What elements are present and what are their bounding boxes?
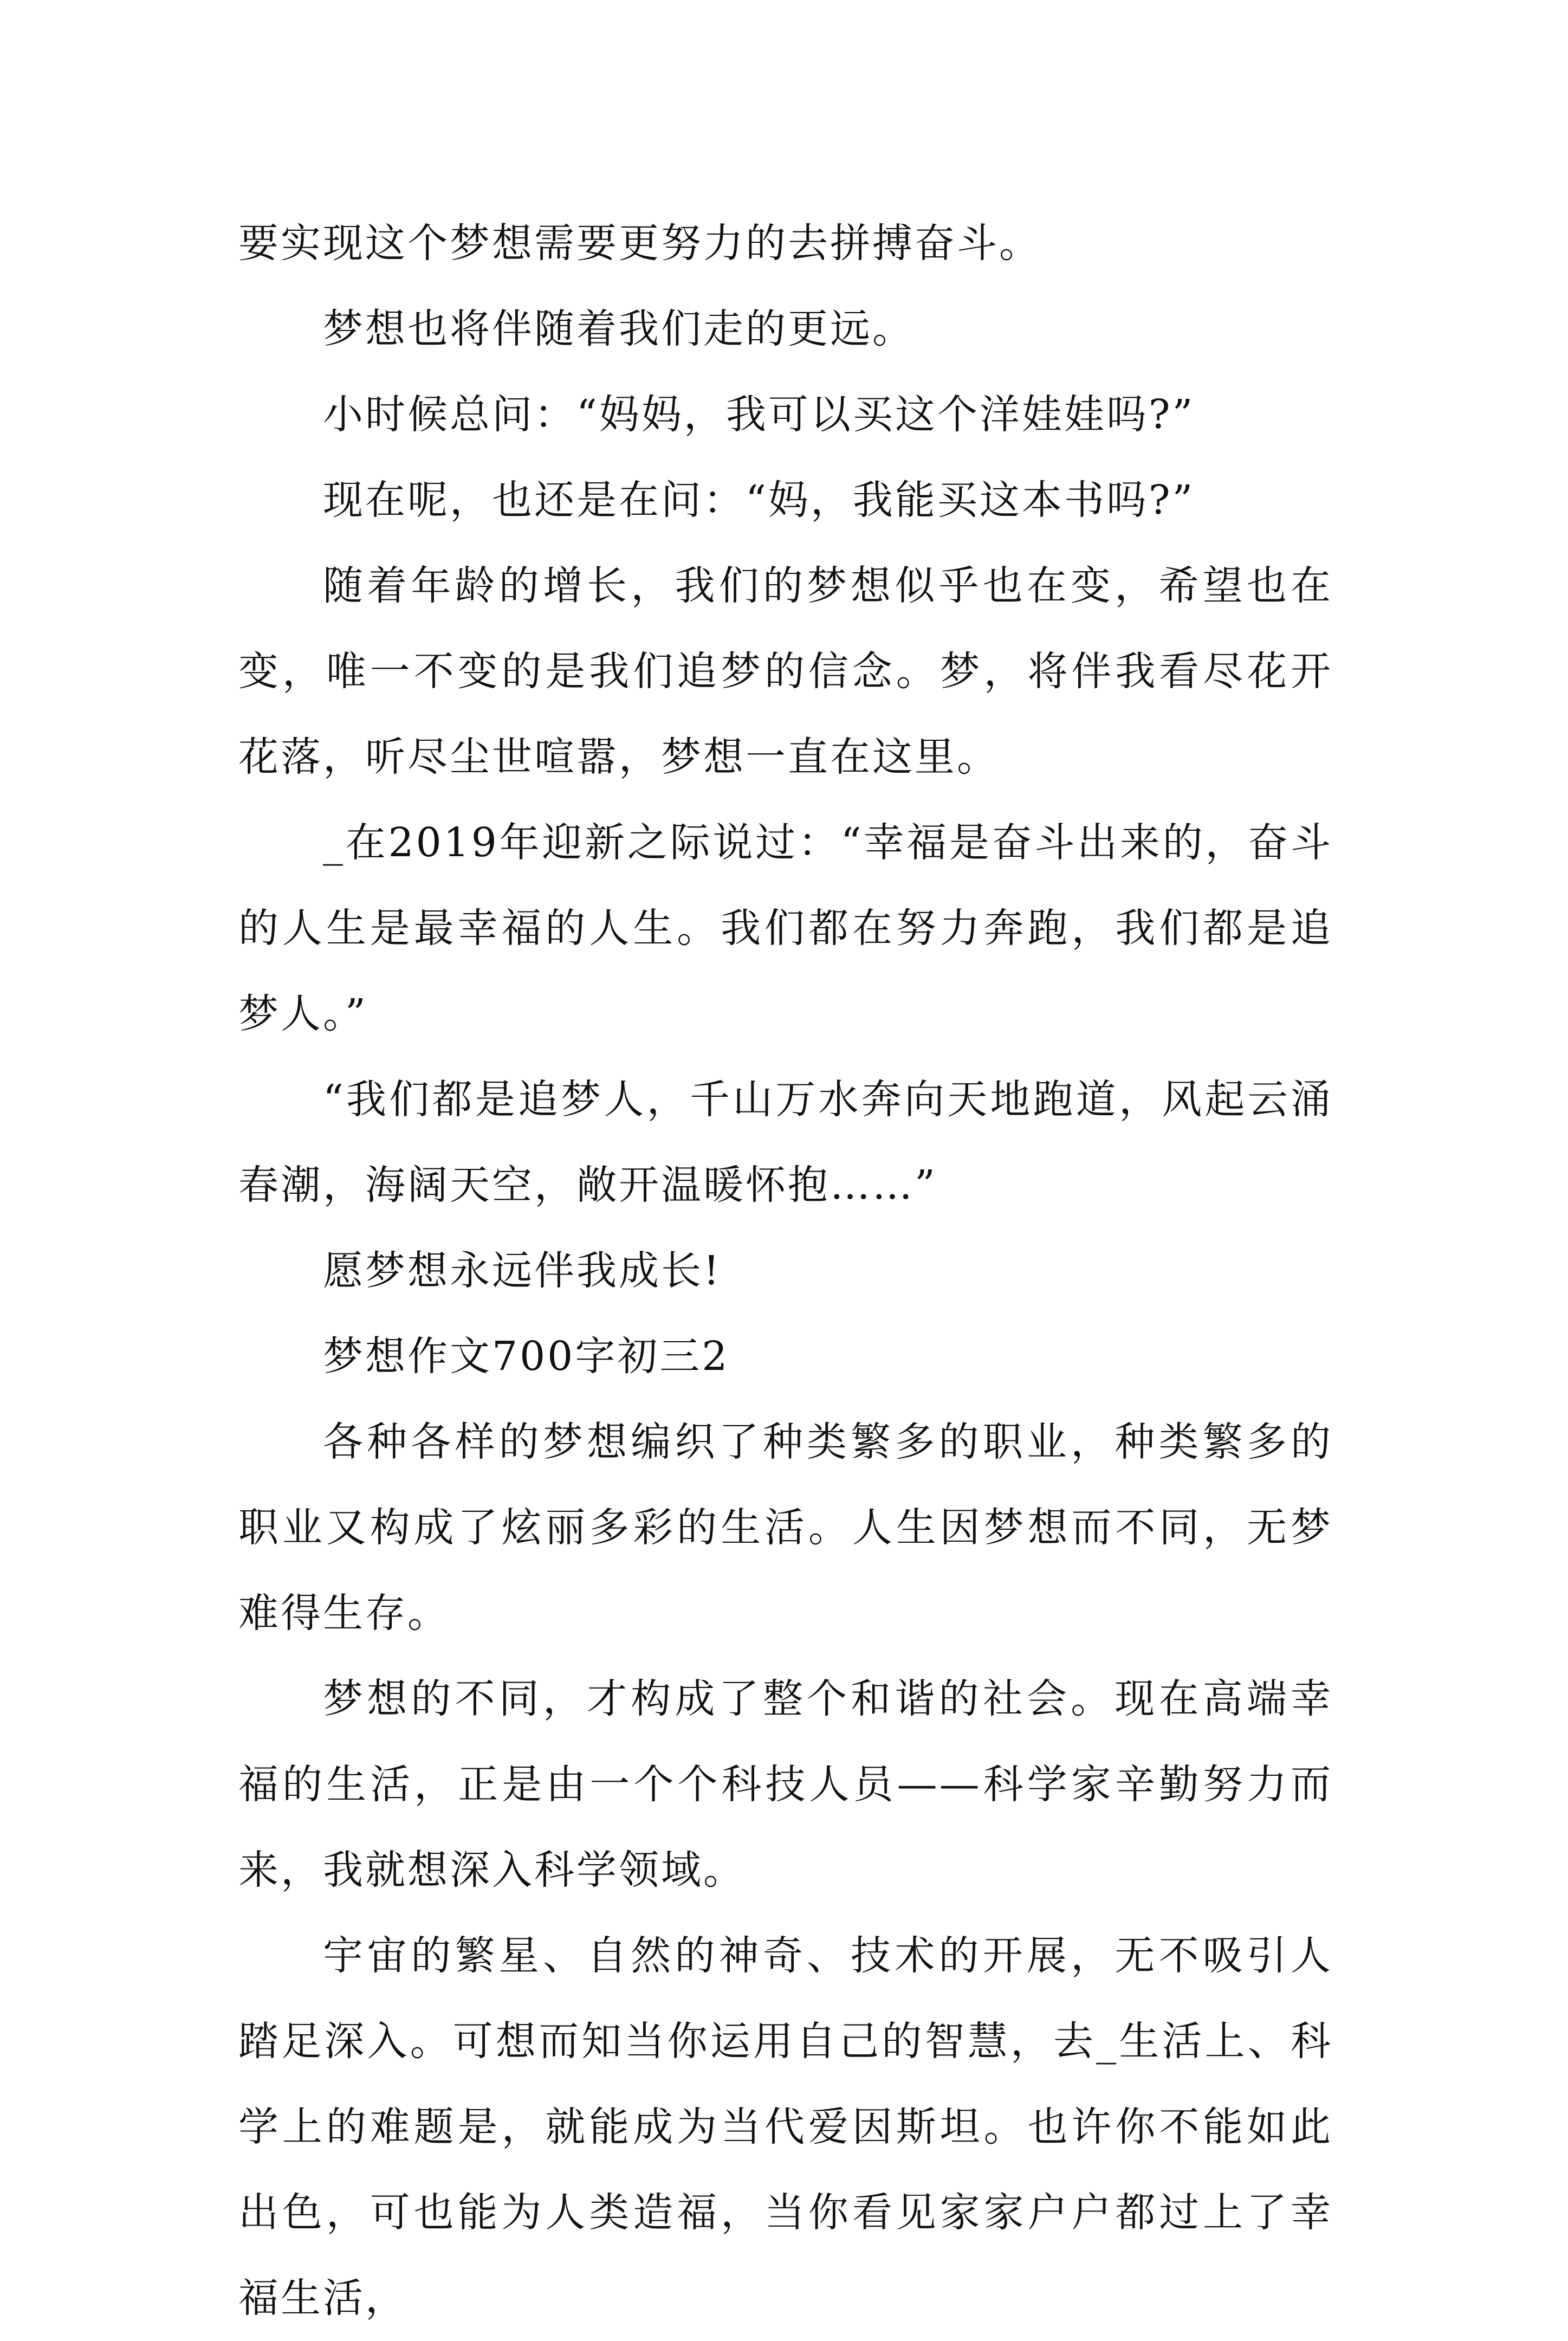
paragraph-11: 梦想的不同，才构成了整个和谐的社会。现在高端幸福的生活，正是由一个个科技人员——科学家辛勤努力而来，我就想深入科学领域。 <box>238 1676 1333 1893</box>
paragraph-6: _在2019年迎新之际说过：“幸福是奋斗出来的，奋斗的人生是最幸福的人生。我们都在努力奔跑，我们都是追梦人。” <box>238 819 1333 1037</box>
paragraph-12: 宇宙的繁星、自然的神奇、技术的开展，无不吸引人踏足深入。可想而知当你运用自己的智慧，去_生活上、科学上的难题是，就能成为当代爱因斯坦。也许你不能如此出色，可也能为人类造福，当你看见家家户户都过上了幸福生活， <box>238 1932 1333 2321</box>
paragraph-10: 各种各样的梦想编织了种类繁多的职业，种类繁多的职业又构成了炫丽多彩的生活。人生因梦想而不同，无梦难得生存。 <box>238 1419 1333 1637</box>
paragraph-2: 梦想也将伴随着我们走的更远。 <box>323 306 915 352</box>
section-heading: 梦想作文700字初三2 <box>323 1333 730 1380</box>
document-body <box>238 201 1333 2341</box>
paragraph-7: “我们都是追梦人，千山万水奔向天地跑道，风起云涌春潮，海阔天空，敞开温暖怀抱……” <box>238 1076 1333 1208</box>
paragraph-1: 要实现这个梦想需要更努力的去拼搏奋斗。 <box>238 220 1041 267</box>
paragraph-3: 小时候总问：“妈妈，我可以买这个洋娃娃吗?” <box>323 391 1195 438</box>
paragraph-5: 随着年龄的增长，我们的梦想似乎也在变，希望也在变，唯一不变的是我们追梦的信念。梦，将伴我看尽花开花落，听尽尘世喧嚣，梦想一直在这里。 <box>238 562 1333 780</box>
paragraph-4: 现在呢，也还是在问：“妈，我能买这本书吗?” <box>323 477 1195 523</box>
paragraph-8: 愿梦想永远伴我成长! <box>323 1247 722 1294</box>
